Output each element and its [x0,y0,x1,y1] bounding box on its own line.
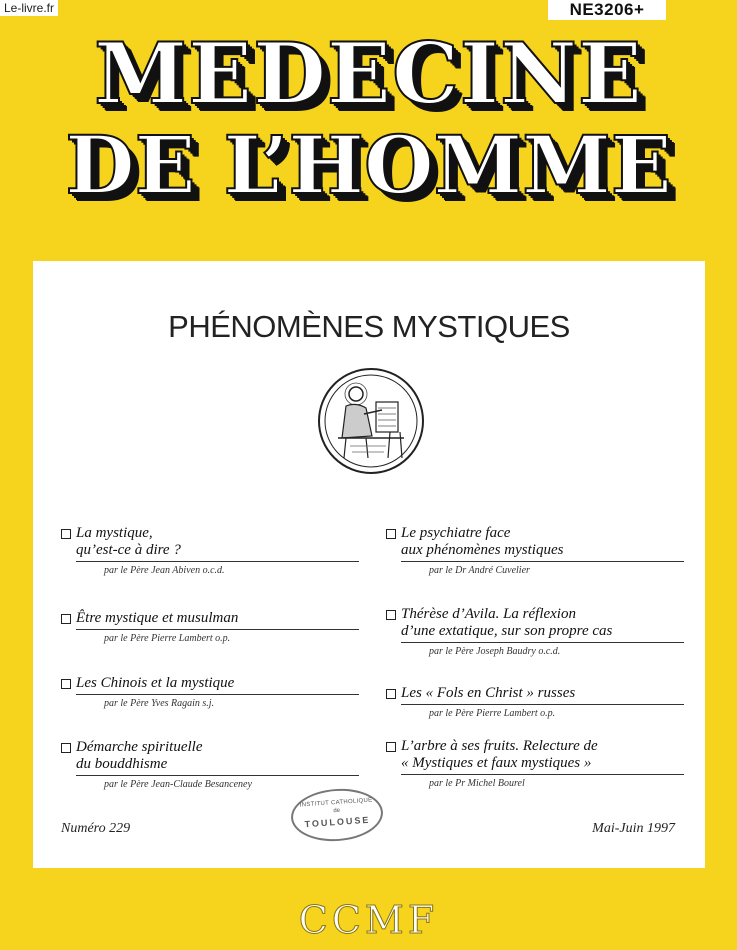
article-author: par le Père Pierre Lambert o.p. [104,633,231,644]
checkbox-icon [386,689,396,699]
issue-date: Mai-Juin 1997 [592,821,675,836]
article-author: par le Pr Michel Bourel [429,778,525,789]
article-entry [386,525,684,577]
article-title: L’arbre à ses fruits. Relecture de « Mystiques et faux mystiques » [401,738,598,771]
divider [401,561,684,562]
checkbox-icon [61,743,71,753]
article-entry [61,675,359,710]
checkbox-icon [386,610,396,620]
watermark-label: Le-livre.fr [0,0,58,16]
divider [76,629,359,630]
article-title: Le psychiatre face aux phénomènes mystiques [401,525,564,558]
publisher-logo: CCMF [298,898,439,942]
article-author: par le Père Jean-Claude Besanceney [104,779,252,790]
article-author: par le Père Pierre Lambert o.p. [429,708,556,719]
divider [401,704,684,705]
article-entry [61,610,359,645]
checkbox-icon [61,679,71,689]
divider [401,774,684,775]
library-stamp: INSTITUT CATHOLIQUE de TOULOUSE [289,786,384,844]
article-entry [386,685,684,720]
masthead-line-2: DE L’HOMME [65,118,672,212]
article-author: par le Dr André Cuvelier [429,565,530,576]
issue-number: Numéro 229 [61,821,131,836]
checkbox-icon [386,742,396,752]
article-title: La mystique, qu’est-ce à dire ? [76,525,181,558]
divider [401,642,684,643]
divider [76,694,359,695]
article-entry [61,525,359,577]
article-title: Les « Fols en Christ » russes [401,685,576,701]
article-title: Thérèse d’Avila. La réflexion d’une extatique, sur son propre cas [401,606,613,639]
masthead-line-1: MEDECINE [94,24,643,123]
divider [76,561,359,562]
article-entry [386,606,684,658]
contents-panel [33,261,705,868]
article-entry [61,739,359,791]
checkbox-icon [61,614,71,624]
divider [76,775,359,776]
medallion-illustration [316,366,426,476]
article-author: par le Père Joseph Baudry o.c.d. [429,646,561,657]
article-title: Être mystique et musulman [76,610,239,626]
article-author: par le Père Jean Abiven o.c.d. [104,565,225,576]
article-title: Démarche spirituelle du bouddhisme [76,739,203,772]
catalog-number-stamp: NE3206+ [548,0,666,20]
issue-theme-title: PHÉNOMÈNES MYSTIQUES [168,309,570,344]
checkbox-icon [61,529,71,539]
article-title: Les Chinois et la mystique [76,675,235,691]
article-author: par le Père Yves Ragain s.j. [104,698,215,709]
checkbox-icon [386,529,396,539]
article-entry [386,738,684,790]
